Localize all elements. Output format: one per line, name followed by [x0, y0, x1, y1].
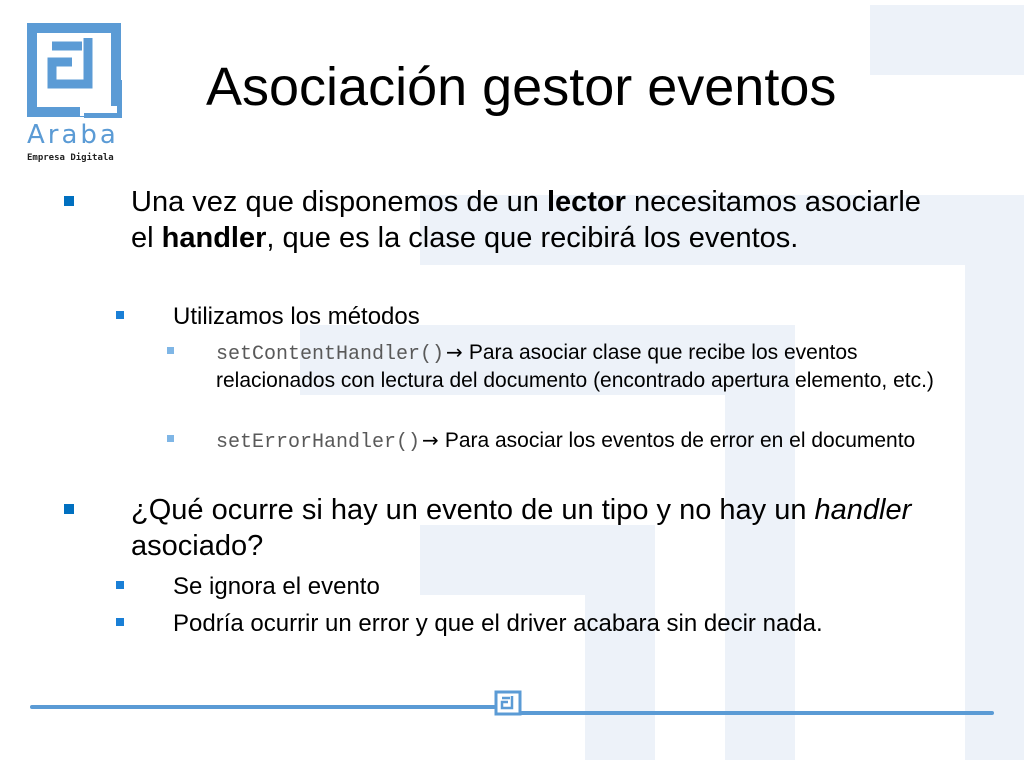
- bullet-1-bold-lector: lector: [546, 186, 626, 218]
- sub-sub-bullet-error-handler: [216, 427, 966, 456]
- sub-sub-bullet-content-handler: [216, 339, 966, 394]
- logo-subtitle: Empresa Digitala: [27, 153, 114, 163]
- bullet-1-bold-handler: handler: [161, 222, 267, 254]
- code-set-content-handler: setContentHandler(): [216, 343, 445, 366]
- sub-sub-bullet-marker: [167, 347, 174, 354]
- arrow-right-icon: →: [422, 428, 439, 452]
- sub-bullet-marker: [116, 581, 124, 589]
- bullet-2-text-after: asociado?: [131, 530, 264, 562]
- bullet-1-text-before: Una vez que disponemos de un: [131, 186, 547, 218]
- bullet-2: [131, 492, 951, 564]
- code-set-error-handler: setErrorHandler(): [216, 431, 421, 454]
- bullet-marker: [64, 504, 74, 514]
- arrow-right-icon: →: [446, 340, 463, 364]
- bullet-1: [131, 184, 951, 256]
- bullet-1-text-after: , que es la clase que recibirá los eventos.: [266, 222, 799, 254]
- content-handler-description: Para asociar clase que recibe los eventos relacionados con lectura del documento (encontrado apertura elemento, etc.): [216, 341, 934, 392]
- sub-bullet-marker: [116, 311, 124, 319]
- bullet-1-text-middle: necesitamos asociarle el: [131, 186, 921, 254]
- bullet-marker: [64, 196, 74, 206]
- bullet-2-italic-handler: handler: [814, 494, 912, 526]
- sub-bullet-ignore-event: Se ignora el evento: [173, 573, 380, 600]
- footer-line-right: [520, 711, 994, 715]
- araba-footer-icon: [494, 690, 522, 716]
- sub-sub-bullet-marker: [167, 435, 174, 442]
- sub-bullet-possible-error: Podría ocurrir un error y que el driver acabara sin decir nada.: [173, 610, 823, 637]
- error-handler-description: Para asociar los eventos de error en el documento: [444, 429, 916, 452]
- slide-title: Asociación gestor eventos: [206, 57, 837, 117]
- footer-line-left: [30, 705, 496, 709]
- sub-bullet-methods: Utilizamos los métodos: [173, 303, 420, 330]
- bullet-2-text-before: ¿Qué ocurre si hay un evento de un tipo y no hay un: [131, 494, 815, 526]
- logo-name: Araba: [27, 120, 119, 150]
- sub-bullet-marker: [116, 618, 124, 626]
